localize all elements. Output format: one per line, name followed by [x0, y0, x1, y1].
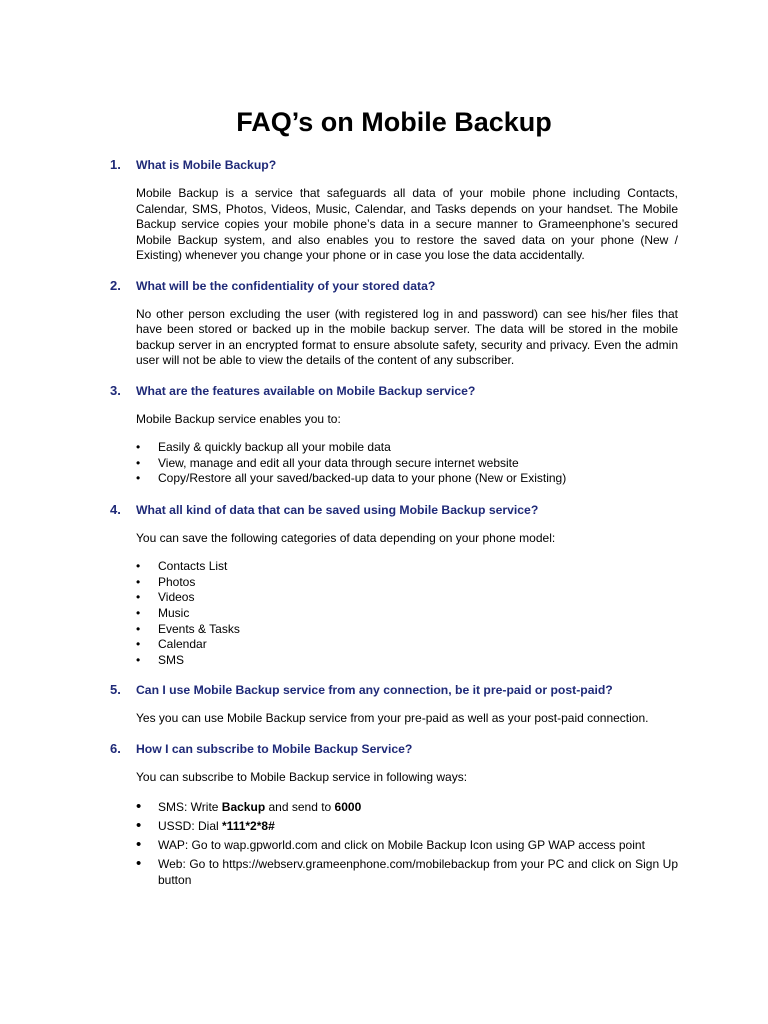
list-item: • Easily & quickly backup all your mobile data: [136, 440, 678, 456]
faq-question: [110, 502, 678, 518]
faq-answer: [136, 770, 678, 889]
faq-question-text: What are the features available on Mobile Backup service?: [136, 383, 476, 398]
data-category-list: [136, 559, 678, 668]
list-item: • Videos: [136, 590, 678, 606]
faq-answer: [136, 412, 678, 487]
faq-number: 4.: [110, 501, 121, 517]
sms-keyword: Backup: [221, 800, 266, 815]
faq-answer: [136, 711, 678, 727]
page-title: FAQ’s on Mobile Backup: [236, 107, 552, 137]
list-item: • View, manage and edit all your data through secure internet website: [136, 456, 678, 472]
faq-question: [110, 383, 678, 399]
list-item-web: • Web: Go to https://webserv.grameenphone.com/mobilebackup from your PC and click on Sign Up button: [136, 856, 678, 889]
faq-answer-text: No other person excluding the user (with registered log in and password) can see his/her files that have been stored or backed up in the mobile backup server. The data will be stored in the mobile backup server in an encrypted format to ensure absolute safety, security and privacy. Even the admin user will not be able to view the details of the content of any subscriber.: [136, 306, 678, 367]
faq-answer: [136, 307, 678, 369]
faq-number: 6.: [110, 740, 121, 756]
list-item: • Copy/Restore all your saved/backed-up data to your phone (New or Existing): [136, 471, 678, 487]
list-item: • Contacts List: [136, 559, 678, 575]
faq-question-text: How I can subscribe to Mobile Backup Service?: [136, 741, 413, 756]
faq-question: [110, 157, 678, 173]
list-item-wap: • WAP: Go to wap.gpworld.com and click on Mobile Backup Icon using GP WAP access point: [136, 837, 678, 854]
list-item: • Calendar: [136, 637, 678, 653]
ussd-code: *111*2*8#: [222, 819, 275, 834]
ussd-prefix: USSD: Dial: [158, 819, 223, 834]
faq-question-text: What is Mobile Backup?: [136, 158, 277, 172]
faq-item-2: [110, 278, 678, 369]
faq-answer-text: Yes you can use Mobile Backup service from your pre-paid as well as your post-paid connection.: [136, 711, 649, 726]
faq-question: [110, 682, 678, 698]
faq-number: 2.: [110, 277, 121, 293]
sms-mid: and send to: [265, 800, 335, 815]
list-item-ussd: [136, 818, 678, 835]
feature-list: [136, 440, 678, 487]
list-item: • Music: [136, 606, 678, 622]
faq-item-1: [110, 157, 678, 264]
faq-number: 1.: [110, 157, 121, 172]
faq-item-5: [110, 682, 678, 727]
faq-number: 3.: [110, 382, 121, 398]
list-item: • SMS: [136, 653, 678, 669]
faq-number: 5.: [110, 682, 121, 698]
list-item: • Photos: [136, 575, 678, 591]
faq-question: [110, 741, 678, 757]
faq-intro-text: Mobile Backup service enables you to:: [136, 411, 341, 426]
subscribe-ways-list: [136, 799, 678, 889]
faq-question: [110, 278, 678, 294]
faq-question-text: Can I use Mobile Backup service from any connection, be it pre-paid or post-paid?: [136, 683, 613, 698]
faq-question-text: What all kind of data that can be saved using Mobile Backup service?: [136, 502, 539, 517]
faq-item-6: [110, 741, 678, 889]
sms-prefix: SMS: Write: [158, 800, 222, 815]
faq-question-text: What will be the confidentiality of your stored data?: [136, 278, 436, 293]
list-item: • Events & Tasks: [136, 622, 678, 638]
faq-item-3: [110, 383, 678, 487]
faq-answer: [136, 186, 678, 264]
faq-intro-text: You can save the following categories of data depending on your phone model:: [136, 530, 556, 545]
faq-answer: [136, 531, 678, 669]
faq-intro-text: You can subscribe to Mobile Backup service in following ways:: [136, 769, 468, 784]
sms-number: 6000: [334, 800, 362, 815]
faq-answer-text: Mobile Backup is a service that safeguards all data of your mobile phone including Contacts, Calendar, SMS, Photos, Videos, Music, Calendar, and Tasks depends on your handset. The Mobile Backup service copies your mobile phone’s data in a secure manner to Grameenphone’s secured Mobile Backup system, and also enables you to restore the saved data on your phone (New / Existing) whenever you change your phone or in case you lose the data accidentally.: [136, 186, 678, 262]
list-item-sms: [136, 799, 678, 816]
faq-item-4: [110, 502, 678, 669]
